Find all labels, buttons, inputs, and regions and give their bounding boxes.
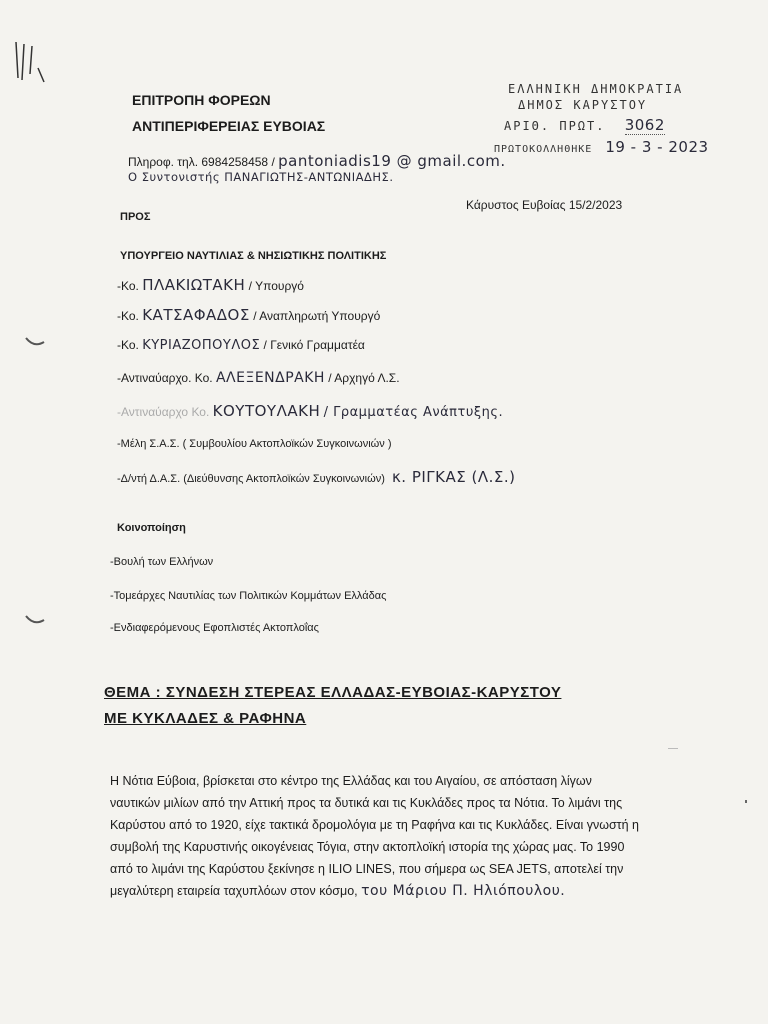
place-date: Κάρυστος Ευβοίας 15/2/2023 (466, 198, 623, 212)
stamp-registered (494, 138, 709, 156)
subject-line1: ΘΕΜΑ : ΣΥΝΔΕΣΗ ΣΤΕΡΕΑΣ ΕΛΛΑΔΑΣ-ΕΥΒΟΙΑΣ-ΚΑΡΥΣΤΟΥ (104, 684, 562, 701)
sas-members: -Μέλη Σ.Α.Σ. ( Συμβουλίου Ακτοπλοϊκών Συγκοινωνιών ) (117, 438, 392, 450)
coordinator-name: Ο Συντονιστής ΠΑΝΑΓΙΩΤΗΣ-ΑΝΤΩΝΙΑΔΗΣ. (128, 170, 394, 184)
contact-line (128, 152, 506, 170)
hole-punch-mark (24, 612, 48, 632)
hole-punch-mark (24, 334, 48, 354)
to-label: ΠΡΟΣ (120, 211, 151, 223)
recipient-role: / Γενικό Γραμματέα (263, 338, 365, 352)
recipient-role: / Υπουργό (248, 279, 304, 293)
subject-line2: ΜΕ ΚΥΚΛΑΔΕΣ & ΡΑΦΗΝΑ (104, 710, 307, 727)
recipient-name: ΚΑΤΣΑΦΑΔΟΣ (142, 306, 250, 324)
recipient-item (117, 338, 365, 353)
contact-phone: Πληροφ. τηλ. 6984258458 / (128, 155, 275, 169)
stamp-registered-label: ΠΡΩΤΟΚΟΛΛΗΘΗΚΕ (494, 144, 593, 155)
cc-item: -Τομεάρχες Ναυτιλίας των Πολιτικών Κομμάτων Ελλάδας (110, 590, 387, 602)
das-director (117, 468, 515, 486)
recipient-role: / Αρχηγό Λ.Σ. (328, 371, 400, 385)
stamp-protocol-label: ΑΡΙΘ. ΠΡΩΤ. (504, 119, 606, 133)
stamp-line1: ΕΛΛΗΝΙΚΗ ΔΗΜΟΚΡΑΤΙΑ (508, 82, 684, 96)
recipient-name: ΠΛΑΚΙΩΤΑΚΗ (142, 276, 246, 294)
cc-item: -Βουλή των Ελλήνων (110, 556, 214, 568)
recipient-name: ΚΥΡΙΑΖΟΠΟΥΛΟΣ (142, 338, 261, 353)
recipient-role: / Γραμματέας Ανάπτυξης. (323, 405, 504, 420)
das-director-label: -Δ/ντή Δ.Α.Σ. (Διεύθυνσης Ακτοπλοϊκών Συγκοινωνιών) (117, 473, 385, 485)
recipient-item (117, 306, 380, 324)
stamp-line2: ΔΗΜΟΣ ΚΑΡΥΣΤΟΥ (518, 98, 648, 112)
recipient-item (117, 402, 503, 420)
recipient-name: ΚΟΥΤΟΥΛΑΚΗ (212, 402, 321, 420)
recipient-prefix: -Αντιναύαρχο Κο. (117, 405, 210, 419)
scan-speck (668, 748, 678, 749)
das-director-name: κ. ΡΙΓΚΑΣ (Λ.Σ.) (391, 468, 516, 486)
body-paragraph (110, 770, 640, 902)
recipient-prefix: -Κο. (117, 309, 139, 323)
scan-speck (745, 800, 747, 803)
org-name-line2: ΑΝΤΙΠΕΡΙΦΕΡΕΙΑΣ ΕΥΒΟΙΑΣ (132, 118, 326, 134)
ministry-name: ΥΠΟΥΡΓΕΙΟ ΝΑΥΤΙΛΙΑΣ & ΝΗΣΙΩΤΙΚΗΣ ΠΟΛΙΤΙΚΗΣ (120, 250, 387, 262)
recipient-prefix: -Αντιναύαρχο. Κο. (117, 371, 213, 385)
recipient-role: / Αναπληρωτή Υπουργό (253, 309, 381, 323)
body-paragraph-text: Η Νότια Εύβοια, βρίσκεται στο κέντρο της Ελλάδας και του Αιγαίου, σε απόσταση λίγων ναυτικών μιλίων από την Αττική προς τα δυτικά και τις Κυκλάδες προς τα Νότια. Το λιμάνι της Καρύστου από το 1920, είχε τακτικά δρομολόγια με τη Ραφήνα και τις Κυκλάδες. Είναι γνωστή η συμβολή της Καρυστινής οικογένειας Τόγια, στην ακτοπλοϊκή ιστορία της χώρας μας. Το 1990 από το λιμάνι της Καρύστου ξεκίνησε η ILIO LINES, που σήμερα ως SEA JETS, αποτελεί την μεγαλύτερη εταιρεία ταχυπλόων στον κόσμο, (110, 774, 639, 898)
recipient-prefix: -Κο. (117, 338, 139, 352)
recipient-name: ΑΛΕΞΕΝΔΡΑΚΗ (215, 370, 325, 386)
recipient-prefix: -Κο. (117, 279, 139, 293)
org-name-line1: ΕΠΙΤΡΟΠΗ ΦΟΡΕΩΝ (132, 92, 271, 108)
contact-email: pantoniadis19 @ gmail.com. (278, 152, 506, 170)
binder-mark (10, 38, 50, 88)
stamp-protocol-number: 3062 (624, 116, 665, 134)
stamp-protocol (504, 116, 665, 134)
body-paragraph-handwritten: του Μάριου Π. Ηλιόπουλου. (361, 883, 566, 899)
cc-label: Κοινοποίηση (117, 522, 186, 534)
cc-item: -Ενδιαφερόμενους Εφοπλιστές Ακτοπλοΐας (110, 622, 319, 634)
recipient-item (117, 276, 304, 294)
stamp-registered-date: 19 - 3 - 2023 (605, 138, 709, 156)
recipient-item (117, 370, 400, 386)
